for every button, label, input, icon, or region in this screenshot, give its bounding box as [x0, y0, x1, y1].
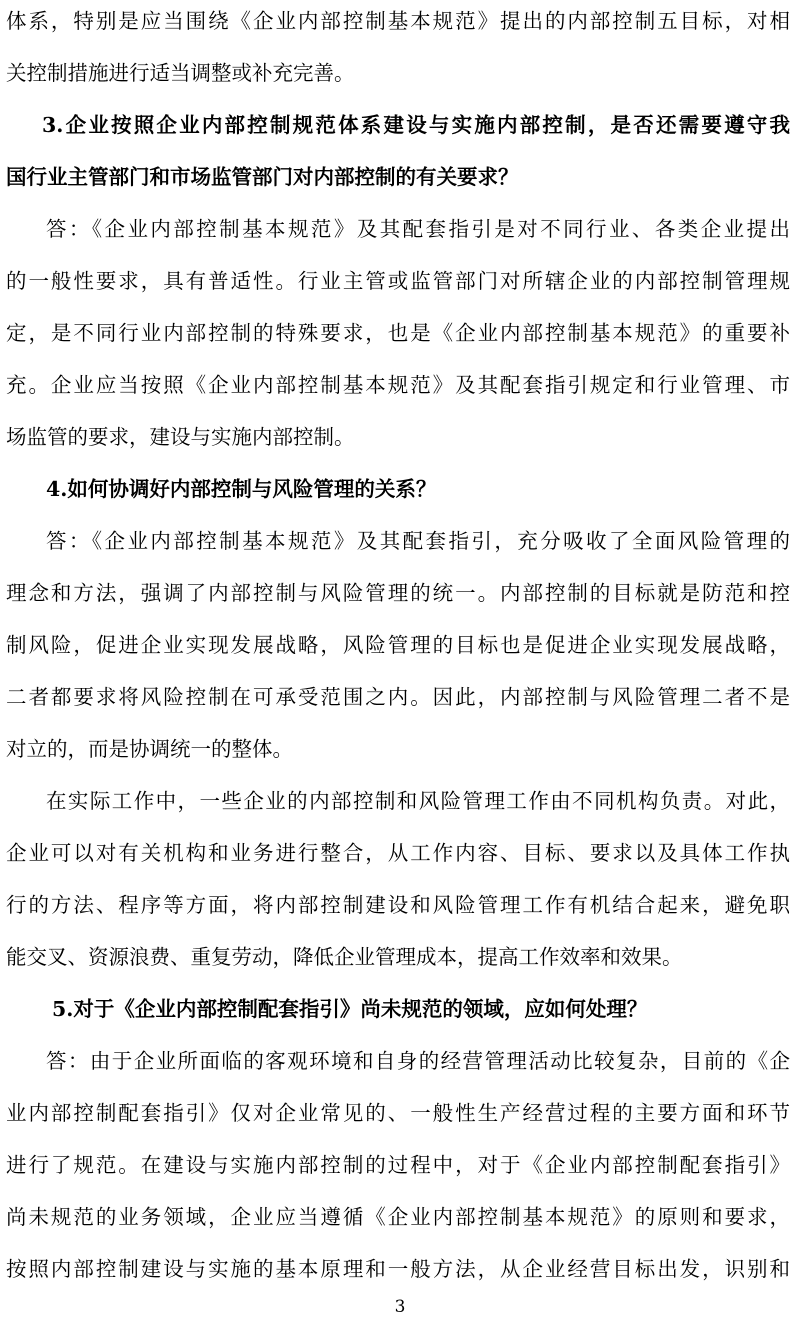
answer-line: 充。企业应当按照《企业内部控制基本规范》及其配套指引规定和行业管理、市	[6, 373, 790, 397]
answer-line: 的一般性要求，具有普适性。行业主管或监管部门对所辖企业的内部控制管理规	[6, 269, 790, 293]
answer-line: 二者都要求将风险控制在可承受范围之内。因此，内部控制与风险管理二者不是	[6, 685, 790, 709]
answer-line: 行的方法、程序等方面，将内部控制建设和风险管理工作有机结合起来，避免职	[6, 893, 790, 917]
paragraph-line: 关控制措施进行适当调整或补充完善。	[6, 61, 355, 85]
page-number: 3	[394, 1297, 406, 1317]
answer-line: 按照内部控制建设与实施的基本原理和一般方法，从企业经营目标出发，识别和	[6, 1257, 790, 1281]
answer-line: 理念和方法，强调了内部控制与风险管理的统一。内部控制的目标就是防范和控	[6, 581, 790, 605]
answer-line: 定，是不同行业内部控制的特殊要求，也是《企业内部控制基本规范》的重要补	[6, 321, 790, 345]
answer-line: 场监管的要求，建设与实施内部控制。	[6, 425, 355, 449]
answer-line: 能交叉、资源浪费、重复劳动，降低企业管理成本，提高工作效率和效果。	[6, 945, 683, 969]
question-heading-line: 国行业主管部门和市场监管部门对内部控制的有关要求？	[6, 165, 519, 189]
answer-line: 企业可以对有关机构和业务进行整合，从工作内容、目标、要求以及具体工作执	[6, 841, 790, 865]
answer-line: 答：由于企业所面临的客观环境和自身的经营管理活动比较复杂，目前的《企	[46, 1049, 790, 1073]
answer-line: 尚未规范的业务领域，企业应当遵循《企业内部控制基本规范》的原则和要求，	[6, 1205, 790, 1229]
answer-line: 答：《企业内部控制基本规范》及其配套指引，充分吸收了全面风险管理的	[46, 529, 790, 553]
paragraph-line: 体系，特别是应当围绕《企业内部控制基本规范》提出的内部控制五目标，对相	[6, 9, 790, 33]
question-heading-line: 5.对于《企业内部控制配套指引》尚未规范的领域，应如何处理？	[52, 997, 648, 1021]
answer-line: 在实际工作中，一些企业的内部控制和风险管理工作由不同机构负责。对此，	[46, 789, 790, 813]
answer-line: 进行了规范。在建设与实施内部控制的过程中，对于《企业内部控制配套指引》	[6, 1153, 790, 1177]
answer-line: 答：《企业内部控制基本规范》及其配套指引是对不同行业、各类企业提出	[46, 217, 790, 241]
question-heading-line: 4.如何协调好内部控制与风险管理的关系？	[46, 477, 437, 501]
answer-line: 业内部控制配套指引》仅对企业常见的、一般性生产经营过程的主要方面和环节	[6, 1101, 790, 1125]
answer-line: 制风险，促进企业实现发展战略，风险管理的目标也是促进企业实现发展战略，	[6, 633, 790, 657]
answer-line: 对立的，而是协调统一的整体。	[6, 737, 293, 761]
question-heading-line: 3.企业按照企业内部控制规范体系建设与实施内部控制，是否还需要遵守我	[42, 113, 790, 137]
